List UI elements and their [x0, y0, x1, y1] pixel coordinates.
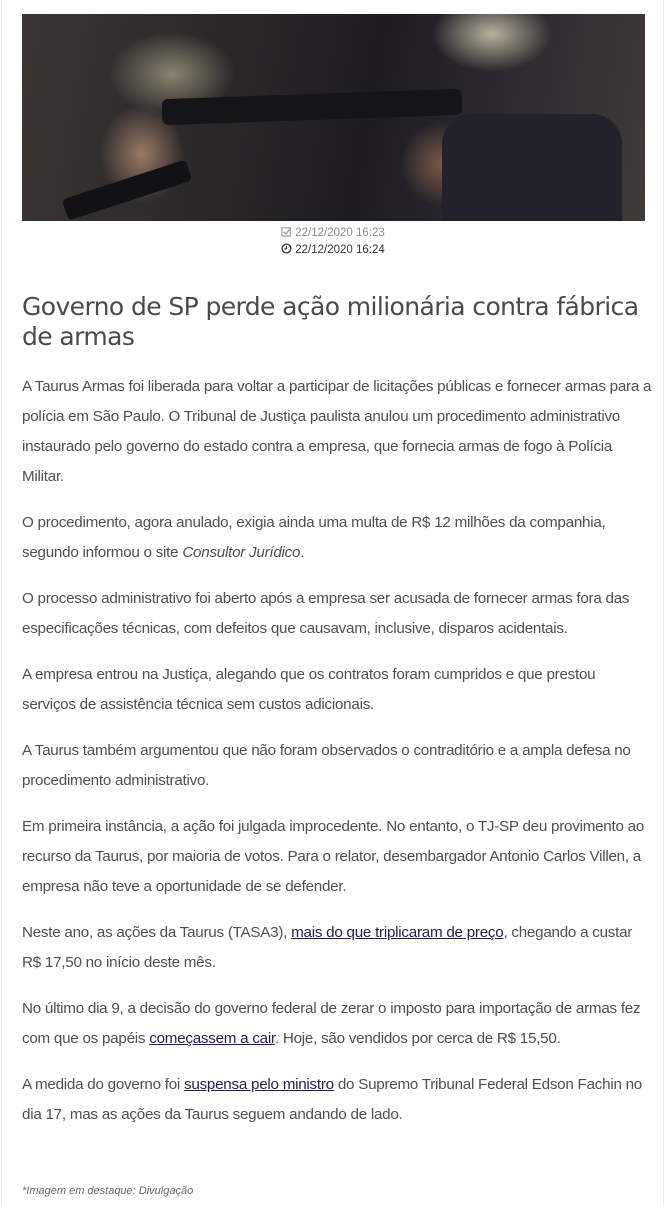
- hero-image-rifle: [162, 89, 463, 125]
- paragraph: O processo administrativo foi aberto após a empresa ser acusada de fornecer armas fora das especificações técnicas, com defeitos que causavam, inclusive, disparos acidentais.: [22, 590, 630, 637]
- paragraph-text: A medida do governo foi: [22, 1076, 185, 1093]
- image-credit: *Imagem em destaque: Divulgação: [22, 1185, 194, 1197]
- paragraph: [22, 994, 652, 1054]
- updated-date: [0, 242, 666, 258]
- paragraph-text: O procedimento, agora anulado, exigia ainda uma multa de R$ 12 milhões da companhia, segundo informou o site: [22, 514, 606, 561]
- check-square-icon: [281, 226, 292, 237]
- paragraph: A empresa entrou na Justiça, alegando que os contratos foram cumpridos e que prestou serviços de assistência técnica sem custos adicionais.: [22, 666, 596, 713]
- published-datetime: 22/12/2020 16:23: [295, 227, 385, 239]
- clock-icon: [281, 243, 292, 254]
- paragraph-text: do Supremo Tribunal Federal Edson Fachin no dia 17, mas as ações da Taurus seguem andando de lado.: [22, 1076, 642, 1123]
- paragraph-text: Neste ano, as ações da Taurus (TASA3),: [22, 924, 292, 941]
- link-suspensa-pelo-ministro[interactable]: suspensa pelo ministro: [184, 1076, 334, 1093]
- paragraph: Em primeira instância, a ação foi julgada improcedente. No entanto, o TJ-SP deu provimento ao recurso da Taurus, por maioria de votos. Para o relator, desembargador Antonio Carlos Villen, a empresa não teve a oportunidade de se defender.: [22, 818, 645, 895]
- paragraph-text: . Hoje, são vendidos por cerca de R$ 15,50.: [274, 1030, 561, 1047]
- article-body: [22, 372, 652, 1146]
- paragraph: [22, 1070, 652, 1130]
- published-date: [0, 225, 666, 241]
- paragraph: [22, 918, 652, 978]
- paragraph-text: , chegando a custar R$ 17,50 no início deste mês.: [22, 924, 633, 971]
- updated-datetime: 22/12/2020 16:24: [295, 244, 385, 256]
- article-title: Governo de SP perde ação milionária contra fábrica de armas: [22, 292, 639, 351]
- hero-image: [22, 14, 645, 221]
- source-name: Consultor Jurídico: [182, 544, 301, 561]
- hero-image-rifle-secondary: [62, 159, 192, 220]
- paragraph-text: No último dia 9, a decisão do governo federal de zerar o imposto para importação de armas fez com que os papéis: [22, 1000, 641, 1047]
- paragraph-text: .: [300, 544, 305, 561]
- paragraph: A Taurus também argumentou que não foram observados o contraditório e a ampla defesa no procedimento administrativo.: [22, 742, 631, 789]
- hero-image-figure: [442, 114, 622, 221]
- paragraph: A Taurus Armas foi liberada para voltar a participar de licitações públicas e fornecer armas para a polícia em São Paulo. O Tribunal de Justiça paulista anulou um procedimento administrativo instaurado pelo governo do estado contra a empresa, que fornecia armas de fogo à Polícia Militar.: [22, 378, 652, 485]
- link-comecassem-a-cair[interactable]: começassem a cair: [149, 1030, 275, 1047]
- paragraph: [22, 508, 652, 568]
- link-triplicaram[interactable]: mais do que triplicaram de preço: [291, 924, 504, 941]
